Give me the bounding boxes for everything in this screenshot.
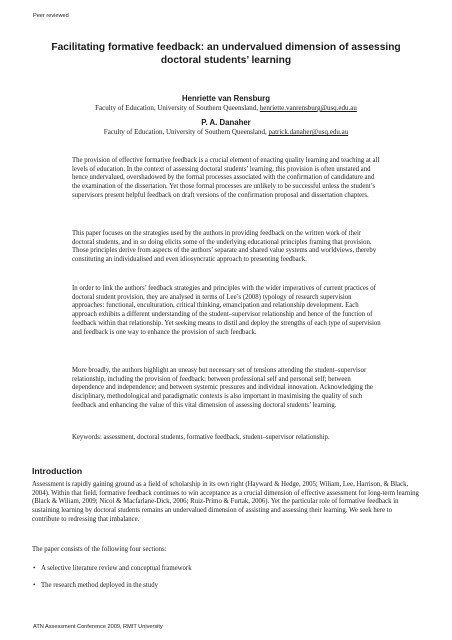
author-email-2[interactable]: patrick.danaher@usq.edu.au [268,128,349,136]
keywords: Keywords: assessment, doctoral students, formative feedback, student–supervisor relationship. [72,434,330,441]
author-name-1: Henriette van Rensburg [182,94,270,103]
running-head: Peer reviewed [33,13,69,19]
affiliation-text-1: Faculty of Education, University of Southern Queensland, [95,104,260,112]
author-name-2: P. A. Danaher [201,118,251,127]
abstract-paragraph-1: The provision of effective formative feedback is a crucial element of enacting quality learning and teaching at all levels of education. In the context of assessing doctoral students’ learning, this provision is often unstated and hence undervalued, overshadowed by the formal processes associated with the confirmation of candidature and the examination of the dissertation. Yet those formal processes are unlikely to be successful unless the student’s supervisors present helpful feedback on draft versions of the confirmation proposal and dissertation chapters. [72,157,380,199]
section-heading-introduction: Introduction [32,466,83,476]
paper-title: Facilitating formative feedback: an undervalued dimension of assessing doctoral students’ learning [51,42,401,66]
list-item [33,565,192,574]
author-affiliation-1 [30,104,422,113]
bullet-icon: • [33,582,36,589]
page-footer: ATN Assessment Conference 2009, RMIT University [33,624,163,630]
abstract-paragraph-3: In order to link the authors’ feedback strategies and principles with the wider imperatives of current practices of doctoral student provision, they are analysed in terms of Lee’s (2008) typology of research supervision approaches: functional, enculturation, critical thinking, emancipation and relationship development. Each approach exhibits a different understanding of the student–supervisor relationship and hence of the function of feedback within that relationship. Yet seeking means to distil and deploy the strengths of each type of supervision and feedback is one way to enhance the provision of such feedback. [72,285,381,336]
affiliation-text-2: Faculty of Education, University of Southern Queensland, [103,128,269,136]
list-item-text: A selective literature review and conceptual framework [41,565,192,572]
intro-paragraph-2: The paper consists of the following four sections: [32,546,167,553]
list-item-text: The research method deployed in the study [41,582,159,589]
bullet-icon: • [33,565,36,572]
abstract-paragraph-2: This paper focuses on the strategies used by the authors in providing feedback on the written work of their doctoral students, and in so doing elicits some of the underlying educational principles framing that provision. Those principles derive from aspects of the authors’ separate and shared value systems and worldviews, thereby constituting an individualised and even idiosyncratic approach to presenting feedback. [72,230,377,264]
author-email-1[interactable]: henriette.vanrensburg@usq.edu.au [259,104,357,112]
intro-paragraph-1: Assessment is rapidly gaining ground as a field of scholarship in its own right (Hayward & Hedge, 2005; Wiliam, Lee, Harrison, & Black, 2004). Within that field, formative feedback continues to win acceptance as a crucial dimension of effective assessment for long-term learning (Black & Wiliam, 2009; Nicol & Macfarlane-Dick, 2006; Ruiz-Primo & Furtak, 2006). Yet the particular role of formative feedback in sustaining learning by doctoral students remains an undervalued dimension of assisting and assessing their learning. We seek here to contribute to redressing that imbalance. [32,481,419,523]
abstract-paragraph-4: More broadly, the authors highlight an uneasy but necessary set of tensions attending the student–supervisor relationship, including the provision of feedback: between professional self and personal self; between dependence and independence; and between systemic pressures and individual innovation. Acknowledging the disciplinary, methodological and paradigmatic contexts is also important in maximising the quality of such feedback and enhancing the value of this vital dimension of assessing doctoral students’ learning. [72,367,373,409]
author-affiliation-2 [30,128,422,137]
list-item [33,582,158,591]
